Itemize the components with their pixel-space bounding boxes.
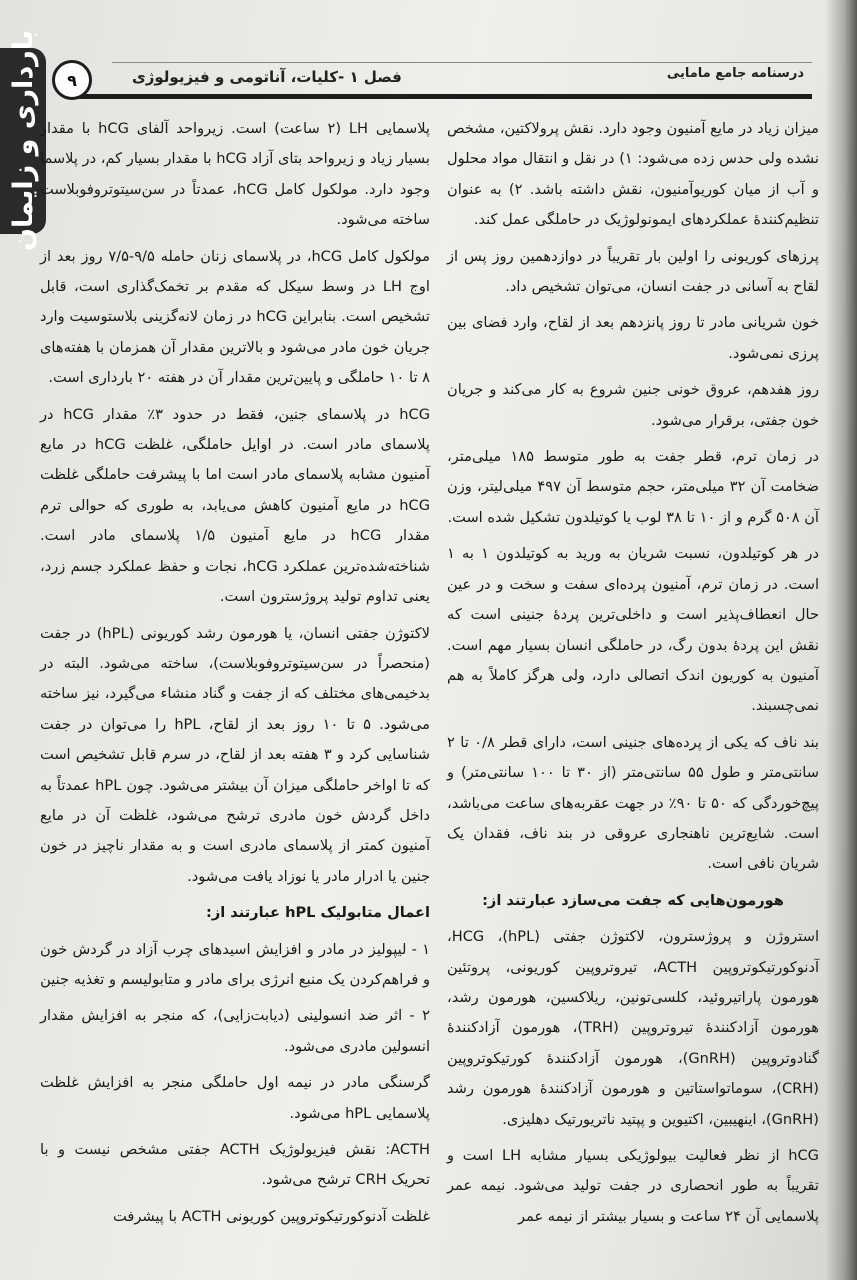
- list-item: ۱ - لیپولیز در مادر و افزایش اسیدهای چرب آزاد در گردش خون و فراهم‌کردن یک منبع انرژی برای مادر و متابولیسم و تغذیه جنین: [40, 940, 430, 988]
- chapter-title: فصل ۱ -کلیات، آناتومی و فیزیولوژی: [132, 68, 402, 86]
- paragraph: در زمان ترم، قطر جفت به طور متوسط ۱۸۵ میلی‌متر، ضخامت آن ۳۲ میلی‌متر، حجم متوسط آن ۴۹۷ میلی‌لیتر، وزن آن ۵۰۸ گرم و از ۱۰ تا ۳۸ لوب یا کوتیلدون تشکیل شده است.: [447, 448, 819, 526]
- paragraph: روز هفدهم، عروق خونی جنین شروع به کار می‌کند و جریان خون جفتی، برقرار می‌شود.: [447, 381, 819, 429]
- paragraph: بند ناف که یکی از پرده‌های جنینی است، دارای قطر ۰/۸ تا ۲ سانتی‌متر و طول ۵۵ سانتی‌متر (از ۳۰ تا ۱۰۰ سانتی‌متر) و پیچ‌خوردگی که ۵۰ تا ۹۰٪ در جهت عقربه‌های ساعت می‌باشد، است. شایع‌ترین ناهنجاری عروقی در بند ناف، فقدان یک شریان نافی است.: [447, 733, 819, 873]
- page-number: ۹: [52, 60, 92, 100]
- paragraph: hCG در پلاسمای جنین، فقط در حدود ۳٪ مقدار hCG در پلاسمای مادر است. در اوایل حاملگی، غلظت hCG در مایع آمنیون مشابه پلاسمای مادر است اما با پیشرفت حاملگی غلظت hCG در مایع آمنیون کاهش می‌یابد، به طوری که حوالی ترم مقدار hCG در مایع آمنیون ۱/۵ پلاسمای مادر است. شناخته‌شده‌ترین عملکرد hCG، نجات و حفظ عملکرد جسم زرد، یعنی تداوم تولید پروژسترون است.: [40, 405, 431, 606]
- list-item: ۲ - اثر ضد انسولینی (دیابت‌زایی)، که منجر به افزایش مقدار انسولین مادری می‌شود.: [40, 1007, 430, 1055]
- paragraph: لاکتوژن جفتی انسان، یا هورمون رشد کوریونی (hPL) در جفت (منحصراً در سن‌سیتوتروفوبلاست)، ساخته می‌شود. البته در بدخیمی‌های مختلف که از جفت و گناد منشاء می‌گیرد، نیز ساخته می‌شود. ۵ تا ۱۰ روز بعد از لقاح، hPL را می‌توان در جفت شناسایی کرد و ۳ هفته بعد از لقاح، در سرم قابل تشخیص است که تا اواخر حاملگی میزان آن بیشتر می‌شود. چون hPL عمدتاً به داخل گردش خون مادری ترشح می‌شود، غلظت آن در مایع آمنیون کمتر از پلاسمای مادری است و به مقدار ناچیز در خون جنین یا ادرار مادر یا نوزاد یافت می‌شود.: [40, 624, 430, 885]
- paragraph: در هر کوتیلدون، نسبت شریان به ورید به کوتیلدون ۱ به ۱ است. در زمان ترم، آمنیون پرده‌ای سفت و سخت و در عین حال انعطاف‌پذیر است و داخلی‌ترین پردهٔ جنینی است که نقش این پردهٔ بدون رگ، در حاملگی انسان بسیار مهم است. آمنیون به کوریون اندک اتصالی دارد، ولی هرگز کاملاً به هم نمی‌چسبند.: [447, 545, 819, 715]
- paragraph: پلاسمایی LH (۲ ساعت) است. زیرواحد آلفای hCG با مقدار بسیار زیاد و زیرواحد بتای آزاد hCG با مقدار بسیار کم، در پلاسما وجود دارد. مولکول کامل hCG، عمدتاً در سن‌سیتوتروفوبلاست ساخته می‌شود.: [40, 120, 430, 229]
- paragraph: استروژن و پروژسترون، لاکتوژن جفتی (hPL)، HCG، آدنوکورتیکوتروپین ACTH، تیروتروپین کوریونی، پروتئین هورمون پاراتیروئید، کلسی‌تونین، ریلاکسین، هورمون رشد، هورمون آزادکنندهٔ تیروتروپین (TRH)، هورمون آزادکنندهٔ گنادوتروپین (GnRH)، هورمون آزادکنندهٔ کورتیکوتروپین (CRH)، سوماتواستاتین و هورمون آزادکنندهٔ هورمون رشد (GnRH)، اینهیبین، اکتیوین و پپتید ناتریورتیک دهلیزی.: [447, 928, 819, 1128]
- paragraph: غلظت آدنوکورتیکوتروپین کوریونی ACTH با پیشرفت: [113, 1207, 430, 1225]
- section-heading: هورمون‌هایی که جفت می‌سازد عبارتند از:: [482, 891, 784, 909]
- paragraph: ACTH: نقش فیزیولوژیک ACTH جفتی مشخص نیست و با تحریک CRH ترشح می‌شود.: [40, 1141, 430, 1189]
- page-gutter-shadow: [825, 0, 857, 1280]
- paragraph: پرزهای کوریونی را اولین بار تقریباً در دوازدهمین روز پس از لقاح به آسانی در جفت انسان، می‌توان تشخیص داد.: [447, 247, 819, 296]
- side-tab-label: بارداری و زایمان: [7, 30, 39, 252]
- right-column: [447, 114, 819, 1238]
- page-header: [52, 62, 812, 102]
- paragraph: گرسنگی مادر در نیمه اول حاملگی منجر به افزایش غلظت پلاسمایی hPL می‌شود.: [40, 1074, 430, 1122]
- header-rule: [74, 94, 812, 99]
- header-top-line: [112, 62, 812, 63]
- paragraph: hCG از نظر فعالیت بیولوژیکی بسیار مشابه LH است و تقریباً به طور انحصاری در جفت تولید می‌شود. نیمه عمر پلاسمایی آن ۲۴ ساعت و بسیار بیشتر از نیمه عمر: [447, 1147, 819, 1225]
- paragraph: مولکول کامل hCG، در پلاسمای زنان حامله ۹/۵-۷/۵ روز بعد از اوج LH در وسط سیکل که مقدم بر تخمک‌گذاری است، قابل تشخیص است. بنابراین hCG در زمان لانه‌گزینی بلاستوسیت وارد جریان خون مادر می‌شود و بالاترین مقدار آن همزمان با هفته‌های ۸ تا ۱۰ حاملگی و پایین‌ترین مقدار آن در هفته ۲۰ بارداری است.: [40, 247, 430, 387]
- book-title: درسنامه جامع مامایی: [666, 66, 804, 81]
- paragraph: خون شریانی مادر تا روز پانزدهم بعد از لقاح، وارد فضای بین پرزی نمی‌شود.: [447, 314, 819, 362]
- paragraph: میزان زیاد در مایع آمنیون وجود دارد. نقش پرولاکتین، مشخص نشده ولی حدس زده می‌شود: ۱) در نقل و انتقال مواد محلول و آب از میان کوریوآمنیون، نقش داشته باشد. ۲) به عنوان تنظیم‌کنندهٔ عملکردهای ایمونولوژیک در حاملگی عمل کند.: [447, 120, 819, 229]
- left-column: [40, 114, 430, 1238]
- section-heading: اعمال متابولیک hPL عبارتند از:: [205, 904, 430, 922]
